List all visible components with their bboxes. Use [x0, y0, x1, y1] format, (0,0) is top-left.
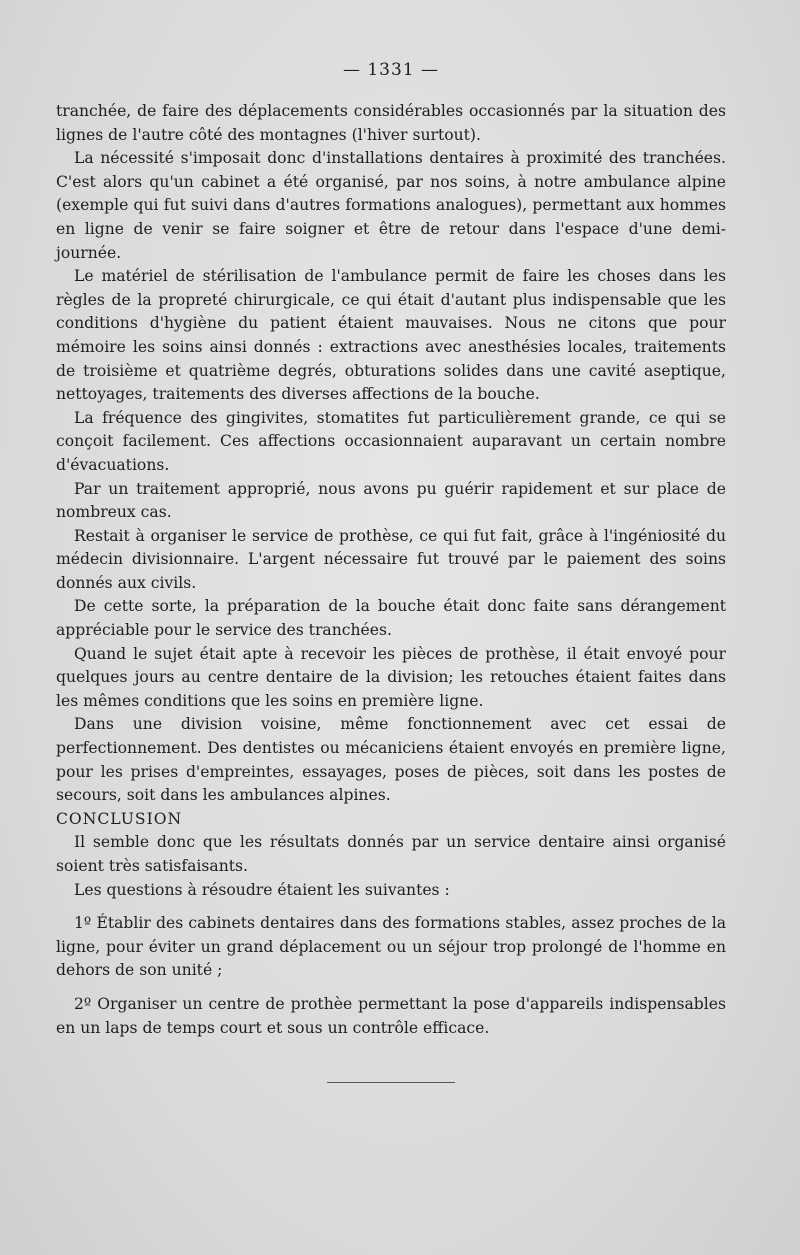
list-item: 1º Établir des cabinets dentaires dans des formations stables, assez proches de la ligne, pour éviter un grand déplacement ou un séjour trop prolongé de l'homme en dehors de son unité ; [56, 914, 726, 980]
paragraph: Par un traitement approprié, nous avons pu guérir rapidement et sur place de nombreux cas. [56, 479, 726, 522]
paragraph: tranchée, de faire des déplacements considérables occasionnés par la situation des lignes de l'autre côté des montagnes (l'hiver surtout). [56, 102, 726, 144]
closing-rule [327, 1082, 455, 1083]
list-item: 2º Organiser un centre de prothèe permettant la pose d'appareils indispensables en un laps de temps court et sous un contrôle efficace. [56, 994, 726, 1037]
paragraph: Le matériel de stérilisation de l'ambulance permit de faire les choses dans les règles de la propreté chirurgicale, ce qui était d'autant plus indispensable que les conditions d'hygiène du patient étaient mauvaises. Nous ne citons que pour mémoire les soins ainsi donnés : extractions avec anesthésies locales, traitements de troisième et quatrième degrés, obturations solides dans une cavité aseptique, nettoyages, traitements des diverses affections de la bouche. [56, 267, 726, 404]
paragraph: Restait à organiser le service de prothèse, ce qui fut fait, grâce à l'ingéniosité du médecin divisionnaire. L'argent nécessaire fut trouvé par le paiement des soins donnés aux civils. [56, 526, 726, 592]
paragraph: Dans une division voisine, même fonctionnement avec cet essai de perfectionnement. Des dentistes ou mécaniciens étaient envoyés en première ligne, pour les prises d'empreintes, essayages, poses de pièces, soit dans les postes de secours, soit dans les ambulances alpines. [56, 715, 726, 805]
page-number: — 1331 — [342, 60, 440, 80]
paragraph: Quand le sujet était apte à recevoir les pièces de prothèse, il était envoyé pour quelques jours au centre dentaire de la division; les retouches étaient faites dans les mêmes conditions que les soins en première ligne. [56, 644, 726, 710]
paragraph: Il semble donc que les résultats donnés par un service dentaire ainsi organisé soient très satisfaisants. [56, 833, 726, 875]
section-heading: CONCLUSION [56, 809, 183, 828]
body-text [56, 100, 726, 1040]
paragraph: De cette sorte, la préparation de la bouche était donc faite sans dérangement appréciable pour le service des tranchées. [56, 597, 726, 640]
paragraph: La nécessité s'imposait donc d'installations dentaires à proximité des tranchées. C'est alors qu'un cabinet a été organisé, par nos soins, à notre ambulance alpine (exemple qui fut suivi dans d'autres formations analogues), permettant aux hommes en ligne de venir se faire soigner et être de retour dans l'espace d'une demi-journée. [56, 149, 726, 262]
paragraph: Les questions à résoudre étaient les suivantes : [74, 880, 450, 899]
paragraph: La fréquence des gingivites, stomatites fut particulièrement grande, ce qui se conçoit facilement. Ces affections occasionnaient auparavant un certain nombre d'évacuations. [56, 408, 726, 474]
